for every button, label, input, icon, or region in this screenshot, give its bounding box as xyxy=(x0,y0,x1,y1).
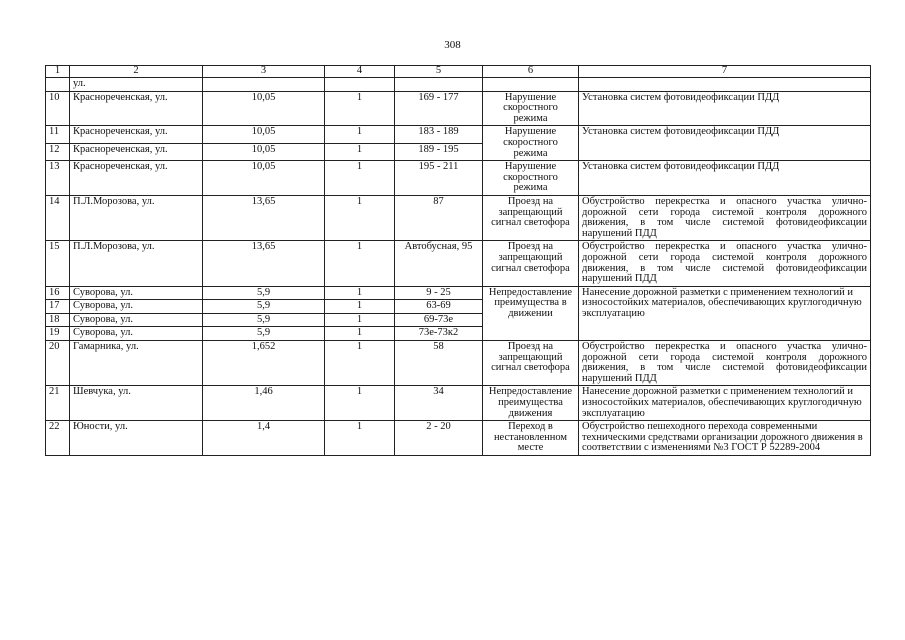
violation-cell: Переход в нестановленном месте xyxy=(483,421,579,456)
row-number-cell: 16 xyxy=(46,286,70,300)
violation-cell: Нарушение скоростного режима xyxy=(483,126,579,161)
street-cell: Краснореченская, ул. xyxy=(70,91,203,126)
lanes-cell: 1 xyxy=(325,195,395,240)
row-number-cell: 13 xyxy=(46,161,70,196)
table-row xyxy=(46,241,871,286)
violation-cell: Проезд на запрещающий сигнал светофора xyxy=(483,241,579,286)
houses-cell: 63-69 xyxy=(395,300,483,314)
header-cell: 3 xyxy=(203,66,325,78)
row-number-cell: 20 xyxy=(46,341,70,386)
street-cell: Суворова, ул. xyxy=(70,286,203,300)
houses-cell: 195 - 211 xyxy=(395,161,483,196)
row-number-cell: 19 xyxy=(46,327,70,341)
houses-cell: 9 - 25 xyxy=(395,286,483,300)
table-row xyxy=(46,286,871,300)
lanes-cell: 1 xyxy=(325,386,395,421)
measure-cell: Обустройство перекрестка и опасного участка улично-дорожной сети города системой контроля дорожного движения, в том числе системой фотовидеофиксации нарушений ПДД xyxy=(579,241,871,286)
row-number-cell: 17 xyxy=(46,300,70,314)
header-cell: 5 xyxy=(395,66,483,78)
violation-cell: Нарушение скоростного режима xyxy=(483,91,579,126)
table-row xyxy=(46,91,871,126)
houses-cell xyxy=(395,78,483,92)
measure-cell xyxy=(579,78,871,92)
length-cell: 10,05 xyxy=(203,161,325,196)
lanes-cell: 1 xyxy=(325,327,395,341)
length-cell: 5,9 xyxy=(203,286,325,300)
length-cell: 1,46 xyxy=(203,386,325,421)
violation-cell xyxy=(483,78,579,92)
table-row xyxy=(46,161,871,196)
lanes-cell: 1 xyxy=(325,300,395,314)
table-row xyxy=(46,126,871,143)
row-number-cell: 10 xyxy=(46,91,70,126)
header-cell: 4 xyxy=(325,66,395,78)
length-cell: 13,65 xyxy=(203,241,325,286)
lanes-cell: 1 xyxy=(325,143,395,160)
houses-cell: 73е-73к2 xyxy=(395,327,483,341)
lanes-cell xyxy=(325,78,395,92)
length-cell: 13,65 xyxy=(203,195,325,240)
violation-cell: Проезд на запрещающий сигнал светофора xyxy=(483,195,579,240)
street-cell: Юности, ул. xyxy=(70,421,203,456)
measure-cell: Нанесение дорожной разметки с применением технологий и износостойких материалов, обеспечивающих круглогодичную эксплуатацию xyxy=(579,286,871,340)
lanes-cell: 1 xyxy=(325,313,395,327)
houses-cell: Автобусная, 95 xyxy=(395,241,483,286)
measure-cell: Нанесение дорожной разметки с применением технологий и износостойких материалов, обеспечивающих круглогодичную эксплуатацию xyxy=(579,386,871,421)
houses-cell: 34 xyxy=(395,386,483,421)
lanes-cell: 1 xyxy=(325,341,395,386)
houses-cell: 58 xyxy=(395,341,483,386)
measure-cell: Установка систем фотовидеофиксации ПДД xyxy=(579,91,871,126)
violation-cell: Непредоставление преимущества движения xyxy=(483,386,579,421)
houses-cell: 183 - 189 xyxy=(395,126,483,143)
header-cell: 6 xyxy=(483,66,579,78)
houses-cell: 2 - 20 xyxy=(395,421,483,456)
measure-cell: Обустройство пешеходного перехода современными техническими средствами организации дорожного движения в соответствии с изменениями №3 ГОСТ Р 52289-2004 xyxy=(579,421,871,456)
street-cell: Суворова, ул. xyxy=(70,300,203,314)
length-cell: 10,05 xyxy=(203,143,325,160)
table-row-continuation xyxy=(46,78,871,92)
street-cell: Краснореченская, ул. xyxy=(70,126,203,143)
violation-cell: Нарушение скоростного режима xyxy=(483,161,579,196)
lanes-cell: 1 xyxy=(325,161,395,196)
road-safety-table xyxy=(45,65,871,456)
violation-cell: Непредоставление преимущества в движении xyxy=(483,286,579,340)
houses-cell: 87 xyxy=(395,195,483,240)
violation-cell: Проезд на запрещающий сигнал светофора xyxy=(483,341,579,386)
street-cell: Шевчука, ул. xyxy=(70,386,203,421)
lanes-cell: 1 xyxy=(325,91,395,126)
header-cell: 2 xyxy=(70,66,203,78)
street-cell: Краснореченская, ул. xyxy=(70,143,203,160)
length-cell: 10,05 xyxy=(203,126,325,143)
measure-cell: Установка систем фотовидеофиксации ПДД xyxy=(579,126,871,161)
length-cell: 5,9 xyxy=(203,300,325,314)
measure-cell: Обустройство перекрестка и опасного участка улично-дорожной сети города системой контроля дорожного движения, в том числе системой фотовидеофиксации нарушений ПДД xyxy=(579,341,871,386)
lanes-cell: 1 xyxy=(325,241,395,286)
row-number-cell: 12 xyxy=(46,143,70,160)
header-cell: 7 xyxy=(579,66,871,78)
street-cell: ул. xyxy=(70,78,203,92)
table-row xyxy=(46,386,871,421)
length-cell xyxy=(203,78,325,92)
table-row xyxy=(46,195,871,240)
measure-cell: Обустройство перекрестка и опасного участка улично-дорожной сети города системой контроля дорожного движения, в том числе системой фотовидеофиксации нарушений ПДД xyxy=(579,195,871,240)
row-number-cell: 11 xyxy=(46,126,70,143)
street-cell: П.Л.Морозова, ул. xyxy=(70,195,203,240)
table-row xyxy=(46,421,871,456)
length-cell: 1,4 xyxy=(203,421,325,456)
lanes-cell: 1 xyxy=(325,421,395,456)
row-number-cell: 18 xyxy=(46,313,70,327)
lanes-cell: 1 xyxy=(325,286,395,300)
street-cell: Краснореченская, ул. xyxy=(70,161,203,196)
row-number-cell: 22 xyxy=(46,421,70,456)
street-cell: Суворова, ул. xyxy=(70,313,203,327)
row-number-cell: 15 xyxy=(46,241,70,286)
length-cell: 5,9 xyxy=(203,313,325,327)
lanes-cell: 1 xyxy=(325,126,395,143)
houses-cell: 69-73е xyxy=(395,313,483,327)
street-cell: Гамарника, ул. xyxy=(70,341,203,386)
street-cell: П.Л.Морозова, ул. xyxy=(70,241,203,286)
length-cell: 10,05 xyxy=(203,91,325,126)
length-cell: 5,9 xyxy=(203,327,325,341)
houses-cell: 169 - 177 xyxy=(395,91,483,126)
length-cell: 1,652 xyxy=(203,341,325,386)
header-row xyxy=(46,66,871,78)
table-row xyxy=(46,341,871,386)
row-number-cell: 21 xyxy=(46,386,70,421)
houses-cell: 189 - 195 xyxy=(395,143,483,160)
street-cell: Суворова, ул. xyxy=(70,327,203,341)
row-number-cell: 14 xyxy=(46,195,70,240)
header-cell: 1 xyxy=(46,66,70,78)
measure-cell: Установка систем фотовидеофиксации ПДД xyxy=(579,161,871,196)
row-number-cell xyxy=(46,78,70,92)
page-number: 308 xyxy=(444,39,461,51)
